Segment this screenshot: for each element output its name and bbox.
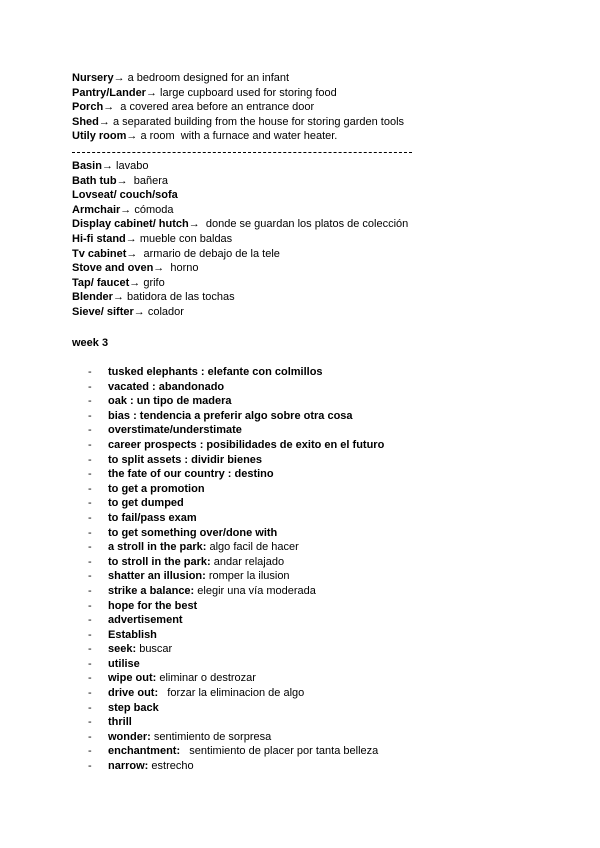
week-heading: week 3 [72,337,109,349]
list-item [88,409,548,424]
bullet-dash: - [88,366,92,378]
list-item [88,657,548,672]
item-term: oak : un tipo de madera [108,395,232,408]
vocab-line [72,86,542,101]
bullet-dash: - [88,482,92,495]
item-term: overstimate/understimate [108,424,242,437]
list-item [88,540,548,555]
bullet-dash: - [88,716,92,729]
bullet-dash: - [88,511,92,524]
list-item [88,628,548,643]
bullet-dash: - [88,380,92,393]
vocab-term: Hi-fi stand [72,232,126,245]
vocab-term: Stove and oven [72,262,154,275]
vocab-definition: cómoda [131,203,174,216]
vocab-section-furniture [72,159,542,320]
vocab-section-rooms [72,71,542,144]
bullet-dash: - [88,730,92,743]
item-term: step back [108,701,159,714]
bullet-dash: - [88,745,92,758]
list-item [88,671,548,686]
item-definition: eliminar o destrozar [156,672,256,685]
list-item [88,701,548,716]
vocab-definition: a bedroom designed for an infant [124,72,290,84]
vocab-term: Display cabinet/ hutch [72,218,189,231]
vocab-term: Pantry/Lander [72,86,146,99]
item-term: a stroll in the park: [108,541,207,554]
bullet-dash: - [88,760,92,773]
item-term: Establish [108,628,157,641]
arrow-icon: → [145,86,157,99]
arrow-icon: → [98,115,110,128]
list-item [88,715,548,730]
list-item [88,380,548,395]
vocab-definition: grifo [140,276,165,289]
item-term: to fail/pass exam [108,511,197,524]
vocab-definition: large cupboard used for storing food [156,86,337,99]
vocab-line [72,217,542,232]
item-definition: sentimiento de placer por tanta belleza [180,745,379,758]
bullet-dash: - [88,657,92,670]
bullet-dash: - [88,687,92,700]
vocab-definition: batidora de las tochas [123,291,235,304]
vocab-line [72,100,542,115]
item-definition: sentimiento de sorpresa [150,730,272,743]
bullet-dash: - [88,438,92,451]
item-term: narrow: [108,760,149,773]
list-item [88,584,548,599]
vocab-term: Tv cabinet [72,247,127,260]
item-term: to get dumped [108,497,184,510]
arrow-icon: → [133,305,145,318]
item-definition: andar relajado [210,555,285,568]
item-term: career prospects : posibilidades de exito en el futuro [108,438,385,451]
vocab-line [72,290,542,305]
arrow-icon: → [153,262,165,275]
arrow-icon: → [126,247,138,260]
vocab-term: Sieve/ sifter [72,305,134,318]
list-item [88,438,548,453]
item-term: wipe out: [108,672,157,685]
item-definition: algo facil de hacer [206,541,299,554]
list-item [88,599,548,614]
vocab-term: Utily room [72,130,127,143]
vocab-term: Bath tub [72,174,117,187]
item-term: to get a promotion [108,482,205,495]
item-definition: buscar [136,643,173,656]
bullet-dash: - [88,526,92,539]
bullet-dash: - [88,701,92,714]
vocab-definition: horno [164,262,199,275]
list-item [88,555,548,570]
vocab-definition: lavabo [112,160,149,172]
vocab-line [72,71,542,86]
item-term: vacated : abandonado [108,380,225,393]
item-term: to stroll in the park: [108,555,211,568]
list-item [88,744,548,759]
item-definition: elegir una vía moderada [194,584,316,597]
vocab-definition: a covered area before an entrance door [114,101,315,114]
list-item [88,511,548,526]
item-term: seek: [108,643,137,656]
vocab-term: Nursery [72,72,114,84]
vocab-line [72,232,542,247]
item-term: strike a balance: [108,584,195,597]
bullet-dash: - [88,584,92,597]
item-term: tusked elephants : elefante con colmillos [108,366,323,378]
list-item [88,759,548,774]
vocab-term: Lovseat/ couch/sofa [72,189,178,202]
bullet-dash: - [88,497,92,510]
vocab-definition: a room with a furnace and water heater. [137,130,338,143]
bullet-dash: - [88,555,92,568]
bullet-dash: - [88,599,92,612]
vocab-line [72,305,542,320]
item-term: shatter an illusion: [108,570,206,583]
arrow-icon: → [103,101,115,114]
arrow-icon: → [129,276,141,289]
vocab-term: Basin [72,160,102,172]
vocab-line [72,276,542,291]
arrow-icon: → [188,218,200,231]
arrow-icon: → [120,203,132,216]
vocab-term: Tap/ faucet [72,276,130,289]
item-term: hope for the best [108,599,198,612]
list-item [88,613,548,628]
vocab-term: Porch [72,101,104,114]
vocab-definition: a separated building from the house for storing garden tools [109,115,405,128]
arrow-icon: → [101,160,113,172]
item-term: to get something over/done with [108,526,278,539]
list-item [88,686,548,701]
arrow-icon: → [113,72,125,84]
bullet-dash: - [88,628,92,641]
bullet-dash: - [88,541,92,554]
vocab-term: Armchair [72,203,121,216]
bullet-dash: - [88,570,92,583]
vocab-line [72,174,542,189]
vocab-definition: armario de debajo de la tele [137,247,280,260]
bullet-dash: - [88,643,92,656]
item-term: enchantment: [108,745,181,758]
bullet-dash: - [88,614,92,627]
list-item [88,730,548,745]
item-term: drive out: [108,687,159,700]
list-item [88,365,548,380]
item-term: the fate of our country : destino [108,468,274,481]
divider-line [72,152,412,153]
list-item [88,482,548,497]
vocab-line [72,247,542,262]
vocab-line [72,261,542,276]
list-item [88,423,548,438]
item-definition: romper la ilusion [205,570,290,583]
item-definition: estrecho [148,760,194,773]
vocab-definition: colador [144,305,184,318]
item-definition: forzar la eliminacion de algo [158,687,305,700]
arrow-icon: → [125,232,137,245]
vocab-definition: mueble con baldas [136,232,233,245]
bullet-dash: - [88,468,92,481]
bullet-dash: - [88,453,92,466]
week-vocab-list [88,365,548,774]
vocab-line [72,159,542,174]
list-item [88,642,548,657]
vocab-line [72,129,542,144]
list-item [88,496,548,511]
item-term: advertisement [108,614,183,627]
vocab-term: Blender [72,291,113,304]
vocab-term: Shed [72,115,99,128]
arrow-icon: → [116,174,128,187]
item-term: wonder: [108,730,151,743]
vocab-definition: bañera [127,174,168,187]
arrow-icon: → [126,130,138,143]
list-item [88,467,548,482]
bullet-dash: - [88,409,92,422]
vocab-line [72,115,542,130]
item-term: thrill [108,716,132,729]
bullet-dash: - [88,424,92,437]
vocab-line [72,203,542,218]
bullet-dash: - [88,672,92,685]
list-item [88,526,548,541]
arrow-icon: → [112,291,124,304]
item-term: bias : tendencia a preferir algo sobre otra cosa [108,409,353,422]
bullet-dash: - [88,395,92,408]
item-term: to split assets : dividir bienes [108,453,263,466]
list-item [88,394,548,409]
item-term: utilise [108,657,140,670]
vocab-definition: donde se guardan los platos de colección [199,218,409,231]
vocab-line [72,188,542,203]
list-item [88,453,548,468]
list-item [88,569,548,584]
